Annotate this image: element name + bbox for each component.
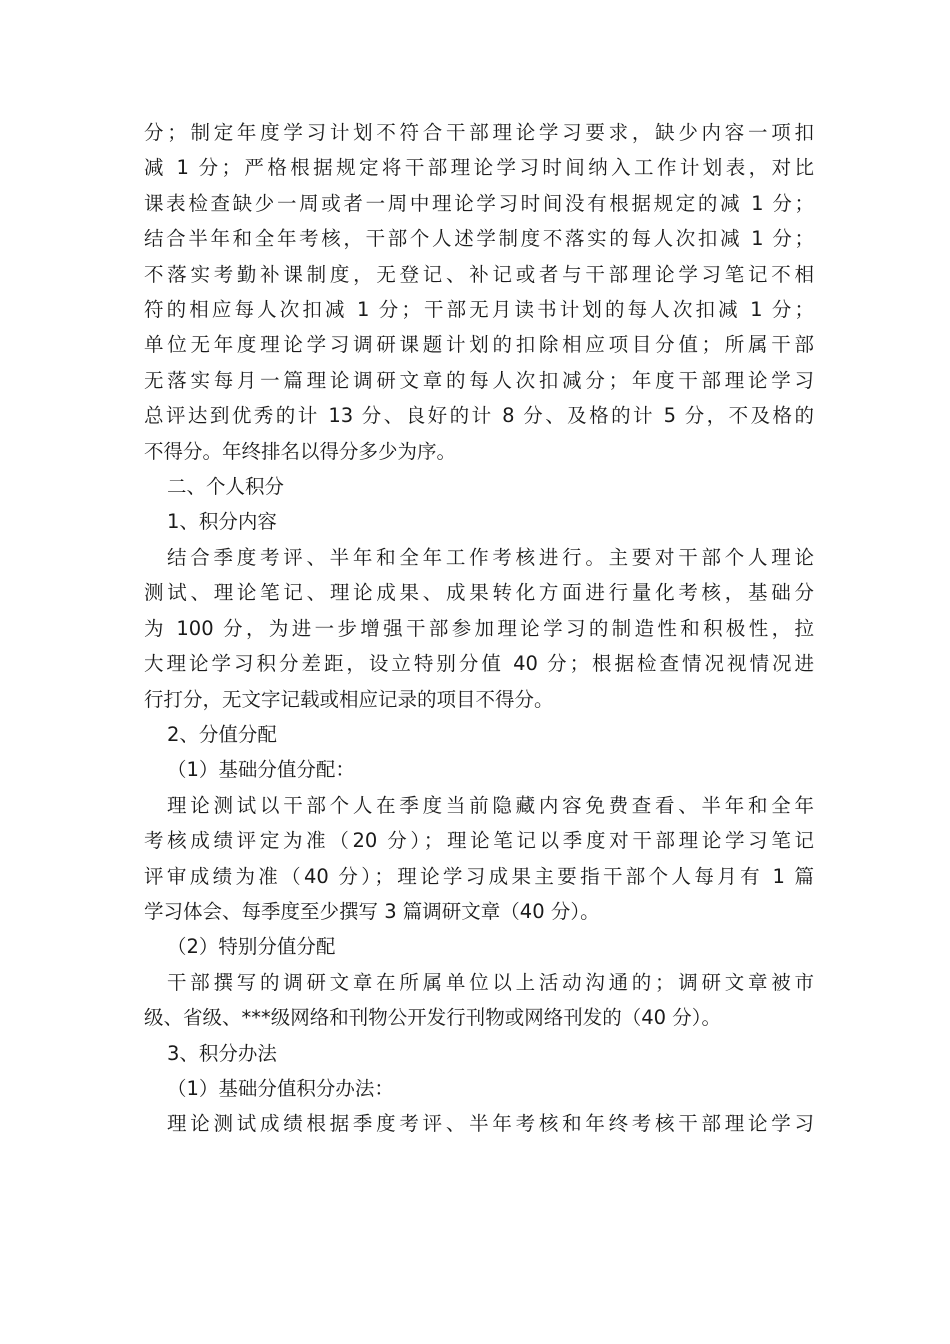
text-line: 符的相应每人次扣减 1 分；干部无月读书计划的每人次扣减 1 分； xyxy=(144,298,814,322)
text-line: 评审成绩为准（40 分）；理论学习成果主要指干部个人每月有 1 篇 xyxy=(144,864,814,888)
text-line: 分；制定年度学习计划不符合干部理论学习要求，缺少内容一项扣 xyxy=(144,121,814,144)
item-heading xyxy=(144,752,814,787)
text-line: 单位无年度理论学习调研课题计划的扣除相应项目分值；所属干部 xyxy=(144,333,814,357)
paragraph-basic-allocation xyxy=(144,788,814,930)
text-line: 为 100 分，为进一步增强干部参加理论学习的制造性和积极性，拉 xyxy=(144,616,814,640)
heading-text: （1）基础分值分配： xyxy=(167,758,355,782)
document-body xyxy=(144,115,814,1142)
text-line: 不落实考勤补课制度，无登记、补记或者与干部理论学习笔记不相 xyxy=(144,262,814,286)
text-line: 测试、理论笔记、理论成果、成果转化方面进行量化考核，基础分 xyxy=(144,581,814,605)
heading-text: （1）基础分值积分办法： xyxy=(167,1076,394,1100)
paragraph-scoring-deductions xyxy=(144,115,814,469)
text-line: 理论测试成绩根据季度考评、半年考核和年终考核干部理论学习 xyxy=(167,1112,814,1136)
text-line: 课表检查缺少一周或者一周中理论学习时间没有根据规定的减 1 分； xyxy=(144,191,814,215)
subsection-heading xyxy=(144,504,814,539)
text-line: 行打分，无文字记载或相应记录的项目不得分。 xyxy=(144,687,554,711)
text-line: 总评达到优秀的计 13 分、良好的计 8 分、及格的计 5 分，不及格的 xyxy=(144,404,814,428)
text-line: 结合半年和全年考核，干部个人述学制度不落实的每人次扣减 1 分； xyxy=(144,227,814,251)
text-line: 无落实每月一篇理论调研文章的每人次扣减分；年度干部理论学习 xyxy=(144,368,814,392)
heading-text: （2）特别分值分配 xyxy=(167,935,336,959)
text-line: 理论测试以干部个人在季度当前隐藏内容免费查看、半年和全年 xyxy=(167,793,814,817)
text-line: 学习体会、每季度至少撰写 3 篇调研文章（40 分）。 xyxy=(144,899,600,923)
section-heading xyxy=(144,469,814,504)
paragraph-special-allocation xyxy=(144,965,814,1036)
subsection-heading xyxy=(144,1036,814,1071)
text-line: 结合季度考评、半年和全年工作考核进行。主要对干部个人理论 xyxy=(167,545,814,569)
paragraph-basic-method xyxy=(144,1106,814,1141)
heading-text: 1、积分内容 xyxy=(167,510,277,534)
item-heading xyxy=(144,1071,814,1106)
paragraph-scoring-content xyxy=(144,540,814,717)
text-line: 减 1 分；严格根据规定将干部理论学习时间纳入工作计划表，对比 xyxy=(144,156,814,180)
heading-text: 2、分值分配 xyxy=(167,722,277,746)
heading-text: 二、个人积分 xyxy=(167,475,285,499)
text-line: 考核成绩评定为准（20 分）；理论笔记以季度对干部理论学习笔记 xyxy=(144,829,814,853)
subsection-heading xyxy=(144,717,814,752)
item-heading xyxy=(144,929,814,964)
text-line: 不得分。年终排名以得分多少为序。 xyxy=(144,439,457,463)
text-line: 干部撰写的调研文章在所属单位以上活动沟通的；调研文章被市 xyxy=(167,970,814,994)
heading-text: 3、积分办法 xyxy=(167,1041,277,1065)
text-line: 大理论学习积分差距，设立特别分值 40 分；根据检查情况视情况进 xyxy=(144,652,814,676)
text-line: 级、省级、***级网络和刊物公开发行刊物或网络刊发的（40 分）。 xyxy=(144,1006,722,1030)
